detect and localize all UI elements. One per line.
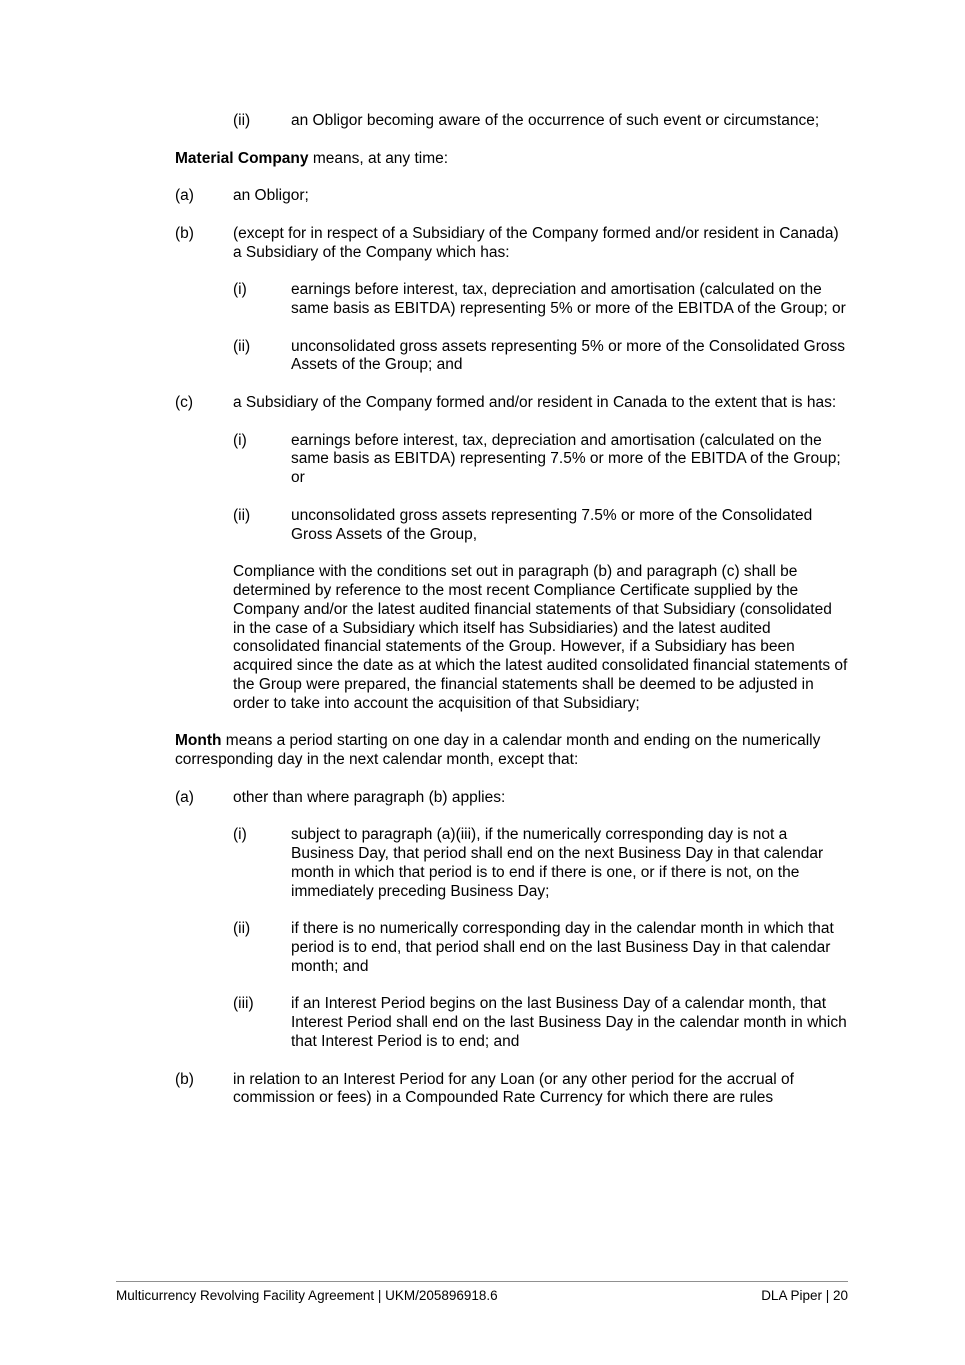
clause-paragraph [117, 338, 848, 376]
page-footer [116, 1281, 848, 1304]
clause-paragraph [117, 281, 848, 319]
clause-label: (i) [233, 281, 247, 299]
clause-text: unconsolidated gross assets representing 7.5% or more of the Consolidated Gross Assets of the Group, [291, 506, 813, 543]
clause-text: if an Interest Period begins on the last Business Day of a calendar month, that Interest Period shall end on the last Business Day in the calendar month in which that Interest Period is to end; and [291, 995, 847, 1051]
clause-label: (b) [175, 1070, 194, 1088]
clause-paragraph [117, 826, 848, 901]
clause-label: (c) [175, 393, 194, 411]
clause-label: (ii) [233, 337, 251, 355]
clause-text: an Obligor; [233, 187, 309, 205]
clause-text: if there is no numerically corresponding day in the calendar month in which that period is to end, that period shall end on the last Business Day in that calendar month; and [291, 920, 834, 975]
clause-text: a Subsidiary of the Company formed and/or resident in Canada to the extent that is has: [233, 393, 837, 411]
footer-firm-page-number: DLA Piper | 20 [761, 1288, 848, 1303]
clause-paragraph [117, 507, 848, 545]
defined-term: Material Company [175, 149, 309, 167]
clause-paragraph [117, 432, 848, 488]
clause-text: earnings before interest, tax, depreciation and amortisation (calculated on the same basis as EBITDA) representing 5% or more of the EBITDA of the Group; or [291, 281, 846, 317]
definition-paragraph: Material Company means, at any time: [175, 149, 449, 167]
clause-paragraph [117, 995, 848, 1051]
clause-label: (i) [233, 826, 247, 844]
continuation-paragraph: Compliance with the conditions set out in paragraph (b) and paragraph (c) shall be determined by reference to the most recent Compliance Certificate supplied by the Company and/or the latest audited financial statements of that Subsidiary (consolidated in the case of a Subsidiary which itself has Subsidiaries) and the latest audited consolidated financial statements of the Group. However, if a Subsidiary has been acquired since the date as at which the latest audited consolidated financial statements of the Group were prepared, the financial statements shall be deemed to be adjusted in order to take into account the acquisition of that Subsidiary; [233, 563, 848, 712]
clause-text: (except for in respect of a Subsidiary of the Company formed and/or resident in Canada) a Subsidiary of the Company which has: [233, 224, 839, 261]
clause-text: unconsolidated gross assets representing 5% or more of the Consolidated Gross Assets of the Group; and [291, 337, 845, 374]
clause-label: (ii) [233, 920, 251, 938]
definition-paragraph: Month means a period starting on one day in a calendar month and ending on the numerically corresponding day in the next calendar month, except that: [175, 732, 821, 769]
clause-paragraph [117, 187, 848, 206]
clause-label: (iii) [233, 995, 254, 1013]
clause-label: (a) [175, 187, 194, 205]
clause-label: (ii) [233, 506, 251, 524]
defined-term: Month [175, 732, 222, 750]
clause-text: in relation to an Interest Period for any Loan (or any other period for the accrual of commission or fees) in a Compounded Rate Currency for which there are rules [233, 1070, 794, 1107]
clause-label: (i) [233, 431, 247, 449]
clause-paragraph [117, 1071, 848, 1109]
clause-paragraph [117, 920, 848, 976]
clause-paragraph [117, 789, 848, 808]
document-body [117, 112, 848, 1127]
clause-label: (a) [175, 788, 194, 806]
clause-text: an Obligor becoming aware of the occurrence of such event or circumstance; [291, 112, 820, 129]
clause-label: (b) [175, 224, 194, 242]
clause-paragraph [117, 225, 848, 263]
clause-text: earnings before interest, tax, depreciation and amortisation (calculated on the same basis as EBITDA) representing 7.5% or more of the EBITDA of the Group; or [291, 431, 841, 487]
footer-document-reference: Multicurrency Revolving Facility Agreement | UKM/205896918.6 [116, 1288, 498, 1303]
clause-paragraph [117, 394, 848, 413]
clause-label: (ii) [233, 112, 251, 129]
clause-text: subject to paragraph (a)(iii), if the numerically corresponding day is not a Business Day, that period shall end on the next Business Day in that calendar month in which that period is to end if there is one, or if there is not, on the immediately preceding Business Day; [291, 826, 824, 900]
footer-row [116, 1282, 848, 1304]
clause-text: other than where paragraph (b) applies: [233, 788, 506, 806]
clause-paragraph [117, 112, 848, 131]
